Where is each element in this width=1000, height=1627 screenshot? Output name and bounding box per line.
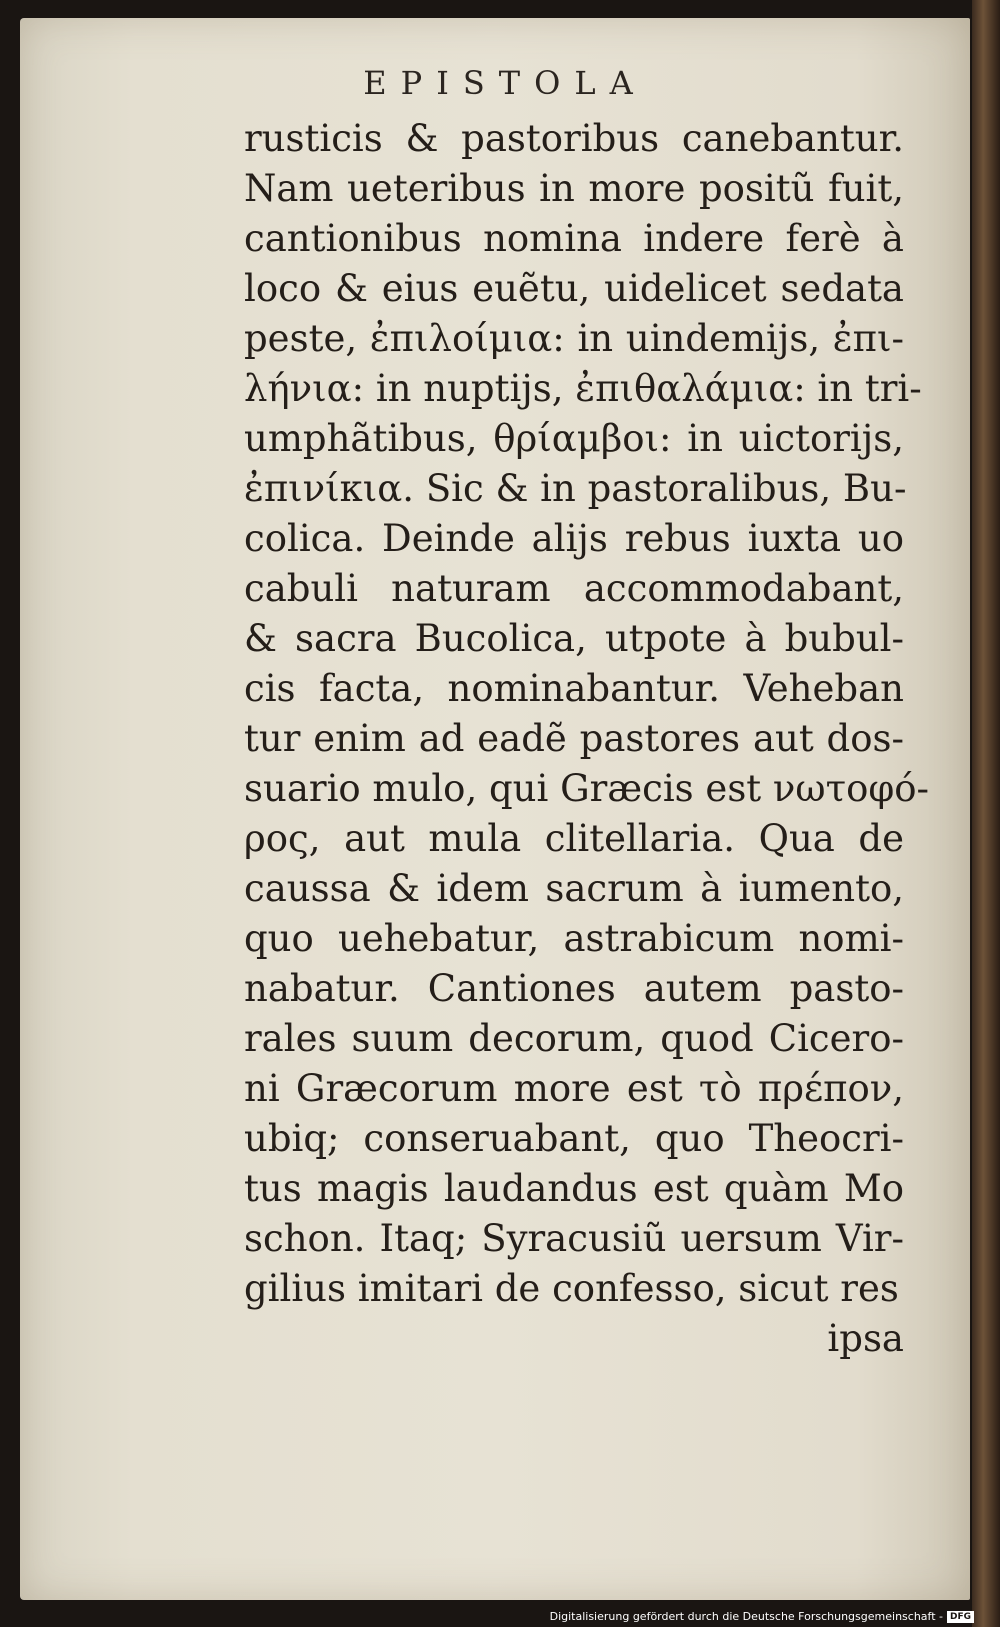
text-line: tus magis laudandus est quàm Mo bbox=[244, 1167, 904, 1210]
text-line: umphãtibus, θρίαμβοι: in uictorijs, bbox=[244, 417, 904, 460]
text-line: ni Græcorum more est τὸ πρέπον, bbox=[244, 1067, 904, 1110]
text-line: ubiq; conseruabant, quo Theocri- bbox=[244, 1117, 904, 1160]
text-line: quo uehebatur, astrabicum nomi- bbox=[244, 917, 904, 960]
text-line: rales suum decorum, quod Cicero- bbox=[244, 1017, 904, 1060]
digitization-footer bbox=[550, 1610, 974, 1623]
text-line: rusticis & pastoribus canebantur. bbox=[244, 117, 904, 160]
text-line: peste, ἐπιλοίμια: in uindemijs, ἐπι- bbox=[244, 317, 904, 360]
text-line: nabatur. Cantiones autem pasto- bbox=[244, 967, 904, 1010]
text-line: ρος, aut mula clitellaria. Qua de bbox=[244, 817, 904, 860]
text-line: suario mulo, qui Græcis est νωτοφό- bbox=[244, 767, 930, 810]
text-line: cabuli naturam accommodabant, bbox=[244, 567, 904, 610]
binding-edge bbox=[972, 0, 1000, 1627]
catchword: ipsa bbox=[827, 1317, 904, 1360]
text-line: tur enim ad eadẽ pastores aut dos- bbox=[244, 717, 904, 760]
text-line: & sacra Bucolica, utpote à bubul- bbox=[244, 617, 904, 660]
running-head: EPISTOLA bbox=[363, 64, 647, 102]
book-page bbox=[20, 18, 970, 1600]
dfg-badge: DFG bbox=[947, 1611, 974, 1623]
text-line: Nam ueteribus in more positũ fuit, bbox=[244, 167, 904, 210]
footer-text: Digitalisierung gefördert durch die Deutsche Forschungsgemeinschaft - bbox=[549, 1610, 943, 1623]
text-line: λήνια: in nuptijs, ἐπιθαλάμια: in tri- bbox=[244, 367, 922, 410]
text-block bbox=[244, 114, 930, 1364]
text-line: ἐπινίκια. Sic & in pastoralibus, Bu- bbox=[244, 467, 907, 510]
text-line: caussa & idem sacrum à iumento, bbox=[244, 867, 904, 910]
text-line: cantionibus nomina indere ferè à bbox=[244, 217, 904, 260]
text-line: colica. Deinde alijs rebus iuxta uo bbox=[244, 517, 904, 560]
text-line: loco & eius euẽtu, uidelicet sedata bbox=[244, 267, 904, 310]
text-line: cis facta, nominabantur. Veheban bbox=[244, 667, 904, 710]
text-line: schon. Itaq; Syracusiũ uersum Vir- bbox=[244, 1217, 904, 1260]
text-line: gilius imitari de confesso, sicut res bbox=[244, 1267, 899, 1310]
